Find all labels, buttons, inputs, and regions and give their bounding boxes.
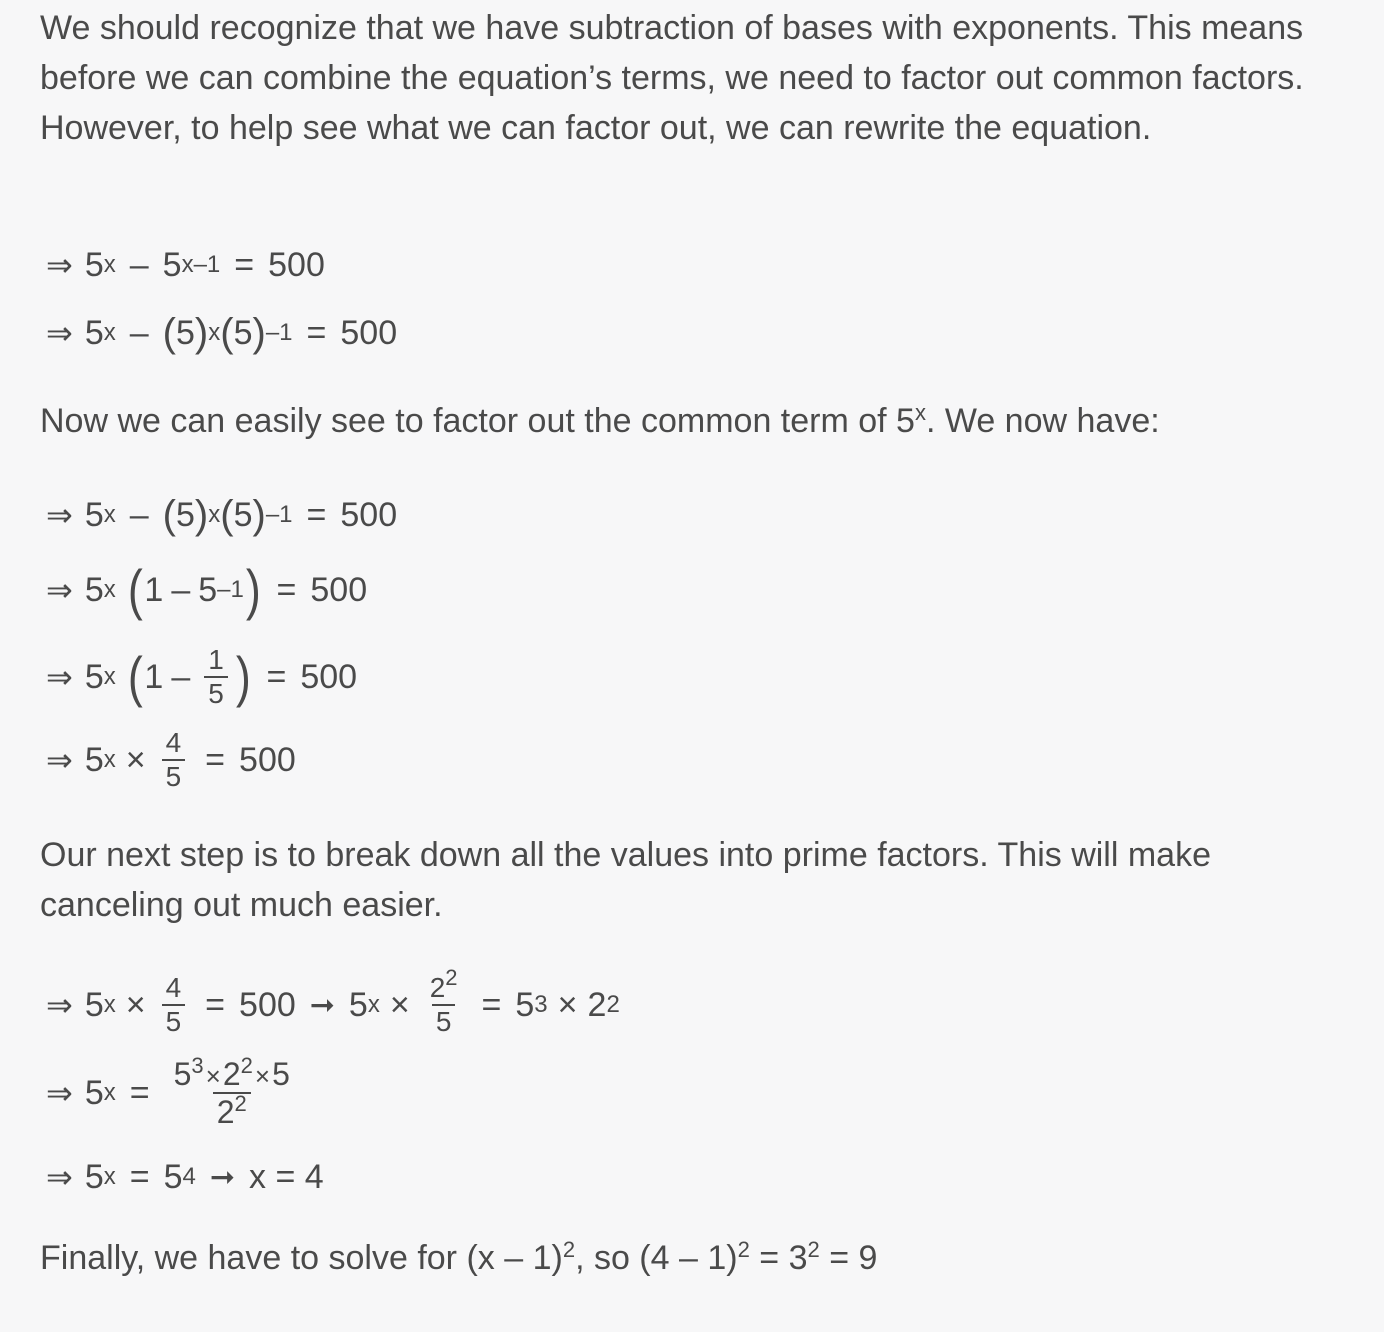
intro-paragraph: We should recognize that we have subtraction of bases with exponents. This means before we can combine the equation’s terms, we need to factor out common factors. However, to help see what we can factor out, we can rewrite the equation. bbox=[40, 9, 1304, 147]
result: 500 bbox=[340, 313, 398, 352]
fraction-two-squared-over-five: $\frac{2^2}{5}$ bbox=[429, 965, 458, 1037]
base: 5 bbox=[233, 313, 253, 352]
base: 5 bbox=[84, 495, 104, 534]
base: 5 bbox=[84, 657, 104, 696]
minus-sign: – bbox=[171, 570, 191, 609]
equals-sign: = bbox=[276, 570, 297, 609]
minus-sign: – bbox=[171, 657, 191, 696]
implies-symbol: ⇒ bbox=[46, 315, 73, 351]
base: 2 bbox=[587, 985, 607, 1024]
base: 5 bbox=[84, 245, 104, 284]
equation-4: ⇒ 5 x ( 1 – 5 –1 ) = 500 bbox=[46, 558, 368, 621]
fraction-four-fifths: $\frac{4}{5}$ bbox=[162, 974, 186, 1036]
base: 5 bbox=[84, 740, 104, 779]
equation-3: ⇒ 5 x – ( 5 ) x ( 5 ) –1 = 500 bbox=[46, 493, 398, 537]
right-arrow-icon: ➞ bbox=[309, 988, 335, 1022]
base: 5 bbox=[84, 313, 104, 352]
right-arrow-icon: ➞ bbox=[209, 1160, 236, 1194]
result: 500 bbox=[300, 657, 358, 696]
factor-paragraph: Now we can easily see to factor out the common term of 5$^x$. We now have: bbox=[40, 400, 1160, 440]
equals-sign: = bbox=[129, 1073, 150, 1112]
implies-symbol: ⇒ bbox=[46, 659, 73, 695]
implies-symbol: ⇒ bbox=[46, 247, 73, 283]
solution: x = 4 bbox=[249, 1157, 324, 1196]
equals-sign: = bbox=[481, 985, 502, 1024]
result: 500 bbox=[239, 985, 296, 1024]
minus-sign: – bbox=[129, 313, 149, 352]
implies-symbol: ⇒ bbox=[46, 497, 73, 533]
equation-8: ⇒ 5 x = $\frac{5^3\times 2^2\times 5}{2^2}$ bbox=[46, 1063, 300, 1123]
equation-7: ⇒ 5 x × $\frac{4}{5}$ = 500 ➞ 5 x × $\frac{2^2}{5}$ = 5 3 × 2 2 bbox=[46, 965, 620, 1037]
one: 1 bbox=[144, 657, 164, 696]
base: 5 bbox=[84, 570, 104, 609]
result: 500 bbox=[340, 495, 398, 534]
equation-2: ⇒ 5 x – ( 5 ) x ( 5 ) –1 = 500 bbox=[46, 311, 398, 355]
fraction-one-fifth: $\frac{1}{5}$ bbox=[204, 646, 228, 708]
result: 500 bbox=[310, 570, 368, 609]
equation-5: ⇒ 5 x ( 1 – $\frac{1}{5}$ ) = 500 bbox=[46, 644, 358, 709]
equation-6: ⇒ 5 x × $\frac{4}{5}$ = 500 bbox=[46, 727, 296, 792]
final-paragraph: Finally, we have to solve for (x – 1)$^2$, so $(4 - 1)^2 = 3^2 = 9$ bbox=[40, 1237, 878, 1277]
base: 5 bbox=[162, 245, 182, 284]
base: 5 bbox=[163, 1157, 183, 1196]
times-sign: × bbox=[125, 985, 146, 1024]
minus-sign: – bbox=[129, 245, 149, 284]
equals-sign: = bbox=[205, 740, 226, 779]
result: 500 bbox=[239, 740, 296, 779]
equals-sign: = bbox=[205, 985, 226, 1024]
base: 5 bbox=[84, 1157, 104, 1196]
equation-9: ⇒ 5 x = 5 4 ➞ x = 4 bbox=[46, 1157, 324, 1196]
times-sign: × bbox=[389, 985, 410, 1024]
equals-sign: = bbox=[306, 495, 327, 534]
base: 5 bbox=[84, 985, 104, 1024]
implies-symbol: ⇒ bbox=[46, 1159, 73, 1195]
equals-sign: = bbox=[266, 657, 287, 696]
implies-symbol: ⇒ bbox=[46, 987, 73, 1023]
one: 1 bbox=[144, 570, 164, 609]
base: 5 bbox=[198, 570, 218, 609]
base: 5 bbox=[175, 313, 195, 352]
times-sign: × bbox=[125, 740, 146, 779]
implies-symbol: ⇒ bbox=[46, 1075, 73, 1111]
base: 5 bbox=[515, 985, 535, 1024]
base: 5 bbox=[175, 495, 195, 534]
times-sign: × bbox=[557, 985, 578, 1024]
equals-sign: = bbox=[129, 1157, 150, 1196]
implies-symbol: ⇒ bbox=[46, 742, 73, 778]
equals-sign: = bbox=[234, 245, 255, 284]
result: 500 bbox=[268, 245, 325, 284]
implies-symbol: ⇒ bbox=[46, 572, 73, 608]
minus-sign: – bbox=[129, 495, 149, 534]
base: 5 bbox=[233, 495, 253, 534]
base: 5 bbox=[84, 1073, 104, 1112]
prime-factor-paragraph: Our next step is to break down all the values into prime factors. This will make canceling out much easier. bbox=[40, 836, 1211, 924]
fraction-prime-factors: $\frac{5^3\times 2^2\times 5}{2^2}$ bbox=[173, 1053, 290, 1130]
equation-1: ⇒ 5 x – 5 x–1 = 500 bbox=[46, 245, 325, 284]
fraction-four-fifths: $\frac{4}{5}$ bbox=[162, 729, 186, 791]
equals-sign: = bbox=[306, 313, 327, 352]
base: 5 bbox=[348, 985, 368, 1024]
